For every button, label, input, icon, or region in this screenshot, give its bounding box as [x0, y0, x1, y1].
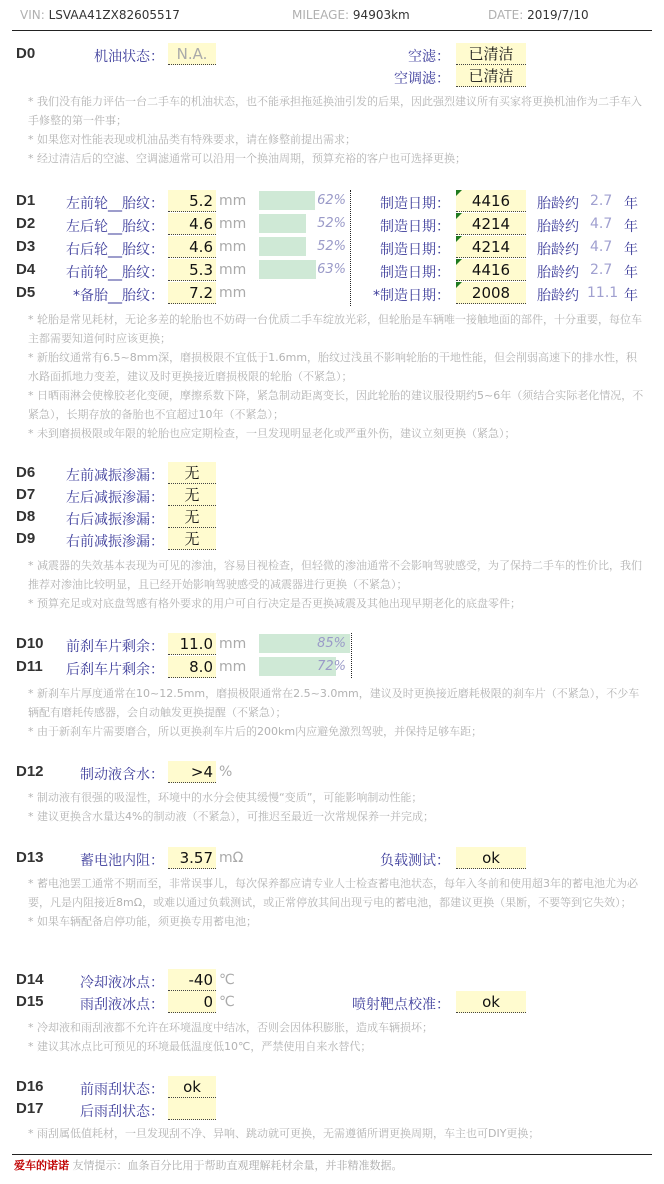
tire-age-suffix: 年	[624, 288, 638, 304]
note-line: * 如果您对性能表现或机油品类有特殊要求，请在修整前提出需求；	[28, 133, 356, 146]
footer-divider	[12, 1154, 652, 1155]
mileage-value: 94903km	[352, 8, 410, 22]
tire-date-value: 4214	[471, 238, 511, 256]
freeze-point-label: 冷却液冰点：	[80, 975, 164, 991]
brake-pad-label: 前刹车片剩余：	[66, 639, 164, 655]
shock-row-code: D8	[16, 508, 36, 525]
tire-date-cell[interactable]	[456, 190, 526, 212]
tire-row-code: D4	[16, 261, 36, 278]
tire-age-suffix: 年	[624, 242, 638, 258]
brake-pad-unit: mm	[219, 636, 247, 652]
note-line: * 我们没有能力评估一台二手车的机油状态，也不能承担拖延换油引发的后果，因此强烈建议所有买家将更换机油作为二手车入手修整的第一件事；	[28, 95, 642, 127]
section-code: D12	[16, 763, 44, 780]
wiper-status-label: 后雨刮状态：	[80, 1104, 164, 1120]
tire-row-code: D2	[16, 215, 36, 232]
note-line: * 如果车辆配备启停功能，须更换专用蓄电池；	[28, 915, 257, 928]
tire-age-value: 4.7	[590, 216, 613, 232]
brake-health-percent: 85%	[317, 636, 346, 651]
cabin-filter-label: 空调滤：	[394, 71, 450, 87]
tire-age-prefix: 胎龄约	[537, 219, 579, 235]
comment-marker-icon	[456, 190, 462, 196]
fluid-row-code: D14	[16, 971, 44, 988]
tire-tread-unit: mm	[219, 262, 247, 278]
tire-health-bar	[259, 237, 306, 256]
tire-age-suffix: 年	[624, 219, 638, 235]
shock-notes	[28, 556, 648, 613]
freeze-point-unit: ℃	[219, 972, 235, 988]
note-line: * 制动液有很强的吸湿性，环境中的水分会使其缓慢“变质”，可能影响制动性能；	[28, 791, 423, 804]
note-line: * 未到磨损极限或年限的轮胎也应定期检查，一旦发现明显老化或严重外伤，建议立刻更换（紧急）；	[28, 427, 516, 440]
tire-tread-unit: mm	[219, 193, 247, 209]
footer	[14, 1157, 403, 1173]
load-test-label: 负载测试：	[380, 853, 450, 869]
brake-pad-label: 后刹车片剩余：	[66, 662, 164, 678]
tire-date-label: 制造日期：	[380, 242, 450, 258]
battery-resistance-cell[interactable]: 3.57	[168, 847, 216, 869]
brake-row-code: D11	[16, 658, 43, 675]
shock-leak-cell[interactable]: 无	[168, 528, 216, 550]
vin-field	[20, 8, 180, 22]
footer-tip: 友情提示：血条百分比用于帮助直观理解耗材余量，并非精准数据。	[72, 1159, 403, 1172]
cabin-filter-cell[interactable]: 已清洁	[456, 65, 526, 87]
note-line: * 建议其冰点比可预见的环境最低温度低10℃，严禁使用自来水替代；	[28, 1040, 372, 1053]
section-code: D13	[16, 849, 44, 866]
shock-leak-cell[interactable]: 无	[168, 506, 216, 528]
brake-pad-cell[interactable]: 8.0	[168, 656, 216, 678]
section-code: D0	[16, 45, 36, 62]
freeze-point-unit: ℃	[219, 994, 235, 1010]
brake-pad-cell[interactable]: 11.0	[168, 633, 216, 655]
note-line: * 由于新刹车片需要磨合，所以更换刹车片后的200km内应避免激烈驾驶，并保持足够车距；	[28, 725, 483, 738]
tire-date-value: 4416	[471, 192, 511, 210]
tire-health-percent: 63%	[317, 262, 346, 277]
brake-fluid-cell[interactable]: >4	[168, 761, 216, 783]
tire-date-value: 4416	[471, 261, 511, 279]
tire-date-label: 制造日期：	[380, 196, 450, 212]
shock-leak-cell[interactable]: 无	[168, 484, 216, 506]
tire-notes	[28, 310, 648, 443]
tire-age-suffix: 年	[624, 265, 638, 281]
tire-age-value: 11.1	[587, 285, 619, 301]
date-label: DATE:	[488, 8, 524, 22]
tire-tread-label: 右前轮__胎纹：	[66, 265, 164, 281]
header-divider	[12, 30, 652, 31]
tire-date-label: 制造日期：	[380, 265, 450, 281]
tire-row-code: D5	[16, 284, 36, 301]
tire-health-bar	[259, 214, 306, 233]
tire-date-value: 2008	[471, 284, 511, 302]
note-line: * 经过清洁后的空滤、空调滤通常可以沿用一个换油周期，预算充裕的客户也可选择更换；	[28, 152, 466, 165]
fluid-row-code: D15	[16, 993, 44, 1010]
vin-label: VIN:	[20, 8, 45, 22]
note-line: * 新刹车片厚度通常在10~12.5mm，磨损极限通常在2.5~3.0mm，建议及时更换接近磨耗极限的刹车片（不紧急），不少车辆配有磨耗传感器，会自动触发更换提醒（不紧急）；	[28, 687, 640, 719]
note-line: * 建议更换含水量达4%的制动液（不紧急），可推迟至最近一次常规保养一并完成；	[28, 810, 434, 823]
brand-name: 爱车的诺诺	[14, 1159, 69, 1172]
tire-tread-cell[interactable]: 5.2	[168, 190, 216, 212]
tire-tread-label: 右后轮__胎纹：	[66, 242, 164, 258]
spray-calibration-cell[interactable]: ok	[456, 991, 526, 1013]
brake-health-percent: 72%	[317, 659, 346, 674]
tire-age-suffix: 年	[624, 196, 638, 212]
note-line: * 新胎纹通常有6.5~8mm深，磨损极限不宜低于1.6mm，胎纹过浅虽不影响轮胎的干地性能，但会削弱高速下的排水性，积水路面抓地力变差，建议及时更换接近磨损极限的轮胎（不紧急）；	[28, 351, 638, 383]
note-line: * 预算充足或对底盘驾感有格外要求的用户可自行决定是否更换减震及其他出现早期老化的底盘零件；	[28, 597, 521, 610]
comment-marker-icon	[456, 236, 462, 242]
wiper-notes	[28, 1124, 648, 1143]
air-filter-cell[interactable]: 已清洁	[456, 43, 526, 65]
tire-date-cell[interactable]	[456, 213, 526, 235]
shock-row-code: D6	[16, 464, 36, 481]
freeze-point-cell[interactable]: 0	[168, 991, 216, 1013]
vin-value: LSVAA41ZX82605517	[48, 8, 180, 22]
brake-pad-unit: mm	[219, 659, 247, 675]
mileage-label: MILEAGE:	[292, 8, 350, 22]
note-line: * 冷却液和雨刮液都不允许在环境温度中结冰，否则会因体积膨胀，造成车辆损坏；	[28, 1021, 433, 1034]
tire-age-prefix: 胎龄约	[537, 288, 579, 304]
battery-resistance-unit: mΩ	[219, 850, 244, 866]
comment-marker-icon	[456, 259, 462, 265]
wiper-status-cell[interactable]: ok	[168, 1076, 216, 1098]
mileage-field	[292, 8, 410, 22]
note-line: * 蓄电池罢工通常不期而至，非常误事儿，每次保养都应请专业人士检查蓄电池状态，每年入冬前和使用超3年的蓄电池尤为必要，凡是内阻接近8mΩ，或难以通过负载测试，或正常停放其间出现亏电的蓄电池，都建议更换（果断，不要等到它失效）；	[28, 877, 638, 909]
date-field	[488, 8, 589, 22]
brake-divider	[351, 633, 352, 678]
tire-date-cell[interactable]	[456, 259, 526, 281]
tire-tread-label: *备胎__胎纹：	[73, 288, 164, 304]
wiper-status-cell[interactable]	[168, 1098, 216, 1120]
brake-notes	[28, 684, 648, 741]
load-test-cell[interactable]: ok	[456, 847, 526, 869]
oil-status-label: 机油状态：	[94, 49, 164, 65]
tire-tread-cell[interactable]: 5.3	[168, 259, 216, 281]
date-value: 2019/7/10	[527, 8, 589, 22]
tire-tread-label: 左前轮__胎纹：	[66, 196, 164, 212]
fluid-notes	[28, 1018, 648, 1056]
oil-notes	[28, 92, 648, 168]
shock-leak-label: 左前减振渗漏：	[66, 468, 164, 484]
oil-status-cell[interactable]: N.A.	[168, 43, 216, 65]
tire-age-prefix: 胎龄约	[537, 196, 579, 212]
shock-row-code: D7	[16, 486, 36, 503]
tire-tread-cell[interactable]: 4.6	[168, 236, 216, 258]
brake-fluid-label: 制动液含水：	[80, 767, 164, 783]
tire-date-value: 4214	[471, 215, 511, 233]
tire-tread-cell[interactable]: 4.6	[168, 213, 216, 235]
wiper-status-label: 前雨刮状态：	[80, 1082, 164, 1098]
shock-leak-label: 左后减振渗漏：	[66, 490, 164, 506]
brake-fluid-notes	[28, 788, 648, 826]
tire-health-percent: 62%	[317, 193, 346, 208]
wiper-row-code: D16	[16, 1078, 44, 1095]
battery-notes	[28, 874, 648, 931]
tire-tread-unit: mm	[219, 285, 247, 301]
shock-leak-label: 右后减振渗漏：	[66, 512, 164, 528]
note-line: * 轮胎是常见耗材，无论多差的轮胎也不妨碍一台优质二手车绽放光彩，但轮胎是车辆唯一接触地面的部件，十分重要，每位车主都需要知道何时应该更换；	[28, 313, 642, 345]
wiper-row-code: D17	[16, 1100, 44, 1117]
tire-tread-label: 左后轮__胎纹：	[66, 219, 164, 235]
spray-calibration-label: 喷射靶点校准：	[352, 997, 450, 1013]
tire-date-cell[interactable]	[456, 236, 526, 258]
air-filter-label: 空滤：	[408, 49, 450, 65]
tire-tread-unit: mm	[219, 239, 247, 255]
shock-leak-cell[interactable]: 无	[168, 462, 216, 484]
tire-tread-unit: mm	[219, 216, 247, 232]
freeze-point-cell[interactable]: -40	[168, 969, 216, 991]
brake-fluid-unit: %	[219, 764, 233, 780]
comment-marker-icon	[456, 282, 462, 288]
battery-resistance-label: 蓄电池内阻：	[80, 853, 164, 869]
shock-leak-label: 右前减振渗漏：	[66, 534, 164, 550]
tire-age-prefix: 胎龄约	[537, 242, 579, 258]
tire-age-value: 4.7	[590, 239, 613, 255]
note-line: * 雨刮属低值耗材，一旦发现刮不净、异响、跳动就可更换，无需遵循所谓更换周期，车主也可DIY更换；	[28, 1127, 540, 1140]
tire-age-value: 2.7	[590, 262, 613, 278]
tire-date-label: *制造日期：	[373, 288, 450, 304]
note-line: * 减震器的失效基本表现为可见的渗油，容易目视检查，但轻微的渗油通常不会影响驾驶感受，为了保持二手车的性价比，我们推荐对渗油比较明显，且已经开始影响驾驶感受的减震器进行更换（不紧急）；	[28, 559, 642, 591]
tire-row-code: D1	[16, 192, 36, 209]
tire-age-value: 2.7	[590, 193, 613, 209]
tire-health-percent: 52%	[317, 239, 346, 254]
tire-row-code: D3	[16, 238, 36, 255]
shock-row-code: D9	[16, 530, 36, 547]
tire-tread-cell[interactable]: 7.2	[168, 282, 216, 304]
freeze-point-label: 雨刮液冰点：	[80, 997, 164, 1013]
tire-date-label: 制造日期：	[380, 219, 450, 235]
tire-date-cell[interactable]	[456, 282, 526, 304]
comment-marker-icon	[456, 213, 462, 219]
note-line: * 日晒雨淋会使橡胶老化变硬，摩擦系数下降，紧急制动距离变长，因此轮胎的建议服役期约5~6年（须结合实际老化情况，不紧急），长期存放的备胎也不宜超过10年（不紧急）；	[28, 389, 644, 421]
tire-age-prefix: 胎龄约	[537, 265, 579, 281]
brake-row-code: D10	[16, 635, 44, 652]
tire-health-percent: 52%	[317, 216, 346, 231]
